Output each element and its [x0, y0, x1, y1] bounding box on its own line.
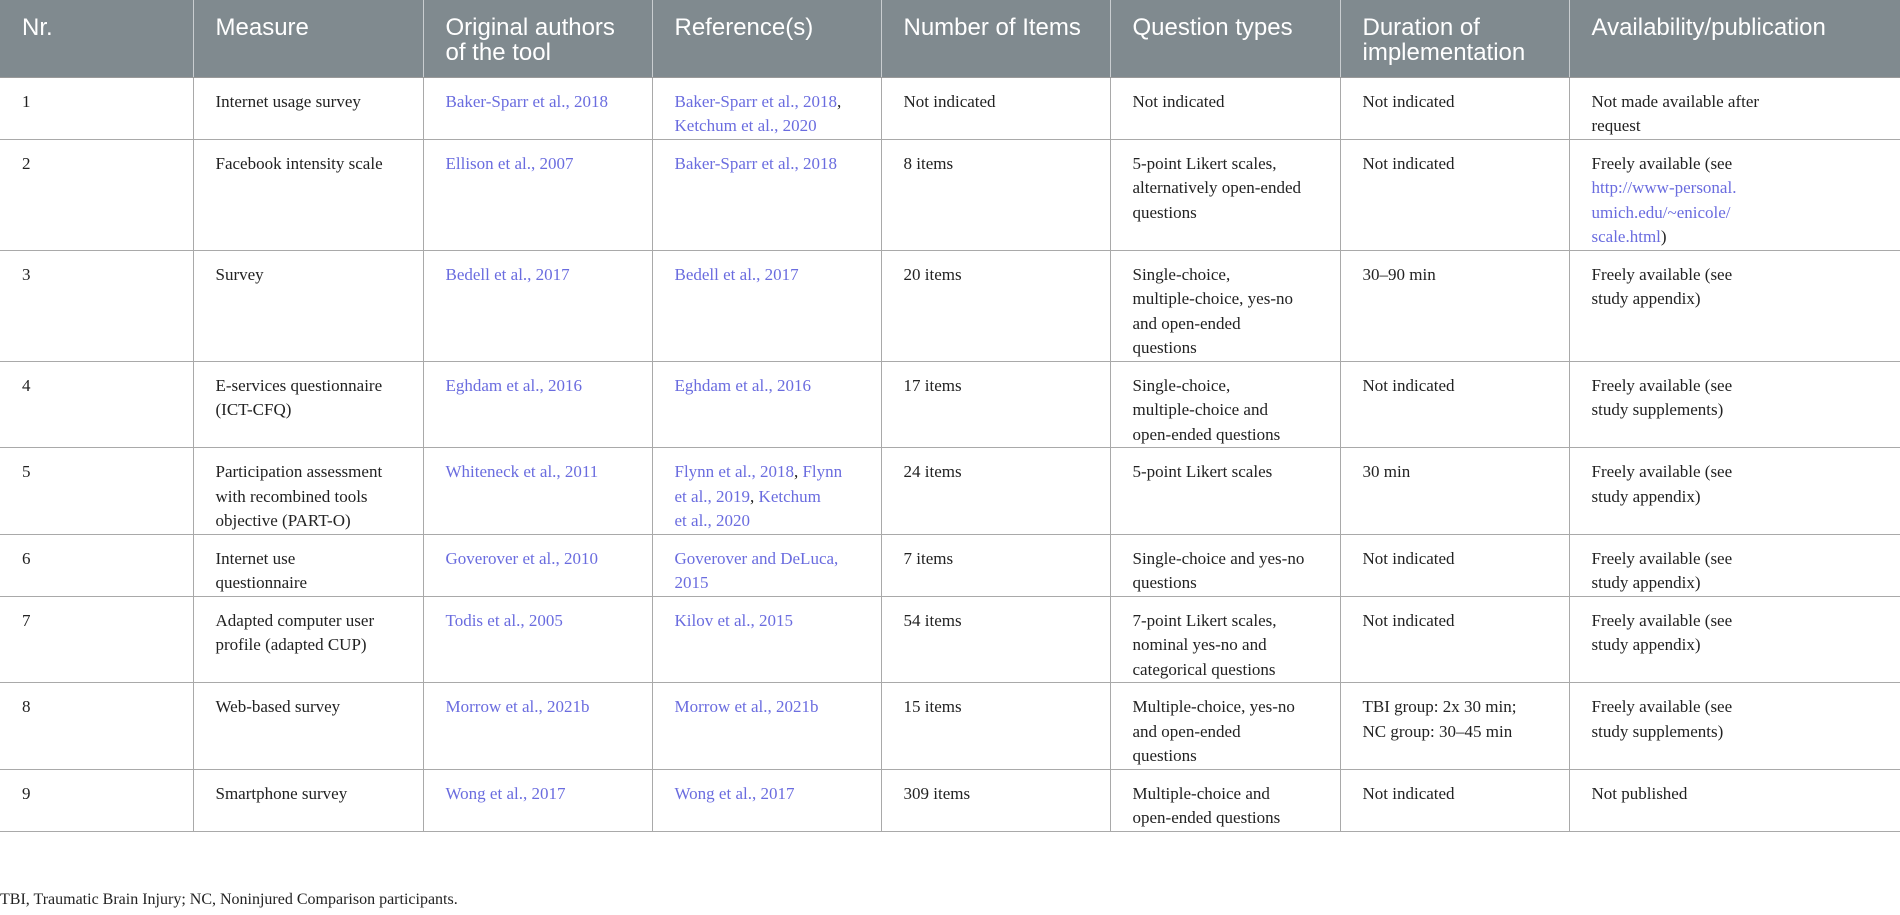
- citation-link[interactable]: Baker-Sparr et al., 2018: [445, 91, 609, 111]
- header-label-line: implementation: [1362, 39, 1526, 66]
- cell-availability: [1569, 77, 1900, 139]
- citation-link[interactable]: Bedell et al., 2017: [674, 264, 799, 284]
- cell-text: ,: [750, 486, 759, 506]
- cell-number-of-items: 309 items: [881, 769, 1110, 831]
- citation-link[interactable]: Kilov et al., 2015: [674, 610, 794, 630]
- cell-duration: [1340, 139, 1569, 250]
- cell-duration: [1340, 596, 1569, 683]
- header-nr: [0, 0, 193, 77]
- header-label-line: Question types: [1132, 14, 1293, 41]
- cell-original-authors: [423, 361, 652, 448]
- table-row: [0, 596, 1900, 683]
- cell-text: Freely available (see: [1591, 462, 1733, 481]
- measure-line: Facebook intensity scale: [215, 153, 383, 173]
- citation-link[interactable]: Ketchum et al., 2020: [674, 116, 817, 135]
- duration-line: Not indicated: [1362, 153, 1455, 173]
- header-question-types: [1110, 0, 1340, 77]
- cell-number-of-items: 17 items: [881, 361, 1110, 448]
- header-label-line: of the tool: [445, 39, 551, 66]
- cell-text: request: [1591, 116, 1641, 135]
- cell-question-types: [1110, 139, 1340, 250]
- cell-original-authors: [423, 534, 652, 596]
- cell-original-authors: [423, 683, 652, 770]
- question-type-line: Multiple-choice and: [1132, 783, 1270, 803]
- cell-number-of-items: Not indicated: [881, 77, 1110, 139]
- cell-measure: [193, 77, 423, 139]
- citation-link[interactable]: Flynn: [802, 462, 843, 481]
- header-label-line: Nr.: [22, 14, 53, 41]
- citation-link[interactable]: Goverover et al., 2010: [445, 548, 598, 568]
- cell-question-types: [1110, 534, 1340, 596]
- cell-number-of-items: 7 items: [881, 534, 1110, 596]
- cell-measure: [193, 448, 423, 535]
- duration-line: NC group: 30–45 min: [1362, 721, 1513, 741]
- cell-text: study appendix): [1591, 486, 1701, 506]
- header-label-line: Original authors: [445, 14, 615, 41]
- citation-link[interactable]: Baker-Sparr et al., 2018: [674, 91, 838, 111]
- citation-link[interactable]: scale.html: [1591, 227, 1661, 246]
- citation-link[interactable]: et al., 2020: [674, 511, 751, 530]
- cell-question-types: [1110, 596, 1340, 683]
- question-type-line: Single-choice and yes-no: [1132, 548, 1305, 568]
- cell-duration: [1340, 448, 1569, 535]
- cell-text: study appendix): [1591, 289, 1701, 308]
- table-row: [0, 769, 1900, 831]
- question-type-line: Single-choice,: [1132, 264, 1231, 284]
- measure-line: questionnaire: [215, 573, 308, 592]
- cell-number-of-items: 20 items: [881, 250, 1110, 361]
- cell-measure: [193, 769, 423, 831]
- table-row: [0, 361, 1900, 448]
- cell-original-authors: [423, 77, 652, 139]
- cell-text: Freely available (see: [1591, 375, 1733, 395]
- question-type-line: nominal yes-no and: [1132, 635, 1267, 654]
- citation-link[interactable]: Bedell et al., 2017: [445, 264, 570, 284]
- cell-nr: 1: [0, 77, 193, 139]
- citation-link[interactable]: Wong et al., 2017: [674, 783, 795, 803]
- cell-text: study supplements): [1591, 721, 1724, 741]
- cell-nr: 8: [0, 683, 193, 770]
- header-availability: [1569, 0, 1900, 77]
- cell-references: [652, 596, 881, 683]
- cell-question-types: [1110, 77, 1340, 139]
- cell-duration: [1340, 534, 1569, 596]
- citation-link[interactable]: Morrow et al., 2021b: [445, 697, 590, 716]
- measure-line: Internet usage survey: [215, 91, 361, 111]
- duration-line: Not indicated: [1362, 91, 1455, 111]
- cell-question-types: [1110, 361, 1340, 448]
- citation-link[interactable]: Eghdam et al., 2016: [445, 375, 582, 395]
- citation-link[interactable]: Flynn et al., 2018: [674, 462, 794, 481]
- cell-measure: [193, 361, 423, 448]
- measure-line: Survey: [215, 264, 264, 284]
- table-row: [0, 139, 1900, 250]
- table-footnote: TBI, Traumatic Brain Injury; NC, Noninjured Comparison participants.: [0, 891, 458, 908]
- cell-text: Freely available (see: [1591, 610, 1733, 630]
- measure-line: Participation assessment: [215, 462, 383, 481]
- question-type-line: Single-choice,: [1132, 375, 1231, 395]
- cell-availability: [1569, 139, 1900, 250]
- cell-text: ,: [793, 462, 803, 481]
- duration-line: TBI group: 2x 30 min;: [1362, 697, 1517, 716]
- measure-line: E-services questionnaire: [215, 375, 383, 395]
- question-type-line: 5-point Likert scales,: [1132, 153, 1277, 173]
- cell-references: [652, 361, 881, 448]
- cell-availability: [1569, 596, 1900, 683]
- cell-references: [652, 769, 881, 831]
- cell-duration: [1340, 769, 1569, 831]
- cell-text: Not made available after: [1591, 91, 1760, 111]
- header-original-authors: [423, 0, 652, 77]
- question-type-line: multiple-choice and: [1132, 400, 1268, 419]
- cell-availability: [1569, 361, 1900, 448]
- question-type-line: questions: [1132, 338, 1197, 357]
- question-type-line: and open-ended: [1132, 313, 1241, 333]
- cell-references: [652, 683, 881, 770]
- measure-line: profile (adapted CUP): [215, 635, 367, 654]
- cell-duration: [1340, 683, 1569, 770]
- cell-duration: [1340, 250, 1569, 361]
- cell-nr: 5: [0, 448, 193, 535]
- header-label-line: Measure: [215, 14, 309, 41]
- question-type-line: 7-point Likert scales,: [1132, 610, 1277, 630]
- cell-measure: [193, 534, 423, 596]
- measure-line: Smartphone survey: [215, 783, 348, 803]
- question-type-line: alternatively open-ended: [1132, 178, 1302, 197]
- measure-line: with recombined tools: [215, 486, 368, 506]
- question-type-line: open-ended questions: [1132, 424, 1281, 444]
- header-row: [0, 0, 1900, 77]
- cell-references: [652, 250, 881, 361]
- cell-original-authors: [423, 596, 652, 683]
- header-references: [652, 0, 881, 77]
- table-row: [0, 77, 1900, 139]
- cell-text: Freely available (see: [1591, 153, 1733, 173]
- citation-link[interactable]: Ketchum: [758, 486, 821, 506]
- table-row: [0, 683, 1900, 770]
- measure-line: Web-based survey: [215, 697, 341, 716]
- header-label-line: Reference(s): [674, 14, 814, 41]
- cell-references: [652, 534, 881, 596]
- table-row: [0, 250, 1900, 361]
- cell-measure: [193, 683, 423, 770]
- question-type-line: Multiple-choice, yes-no: [1132, 697, 1295, 716]
- cell-measure: [193, 596, 423, 683]
- duration-line: Not indicated: [1362, 375, 1455, 395]
- question-type-line: multiple-choice, yes-no: [1132, 289, 1294, 308]
- cell-nr: 9: [0, 769, 193, 831]
- header-label-line: Duration of: [1362, 14, 1480, 41]
- cell-nr: 2: [0, 139, 193, 250]
- cell-duration: [1340, 77, 1569, 139]
- measure-line: objective (PART-O): [215, 511, 351, 530]
- cell-question-types: [1110, 250, 1340, 361]
- duration-line: Not indicated: [1362, 783, 1455, 803]
- measure-line: Internet use: [215, 548, 296, 568]
- question-type-line: questions: [1132, 202, 1197, 222]
- duration-line: 30–90 min: [1362, 264, 1436, 284]
- cell-nr: 4: [0, 361, 193, 448]
- citation-link[interactable]: Goverover and DeLuca,: [674, 548, 839, 568]
- cell-availability: [1569, 448, 1900, 535]
- cell-text: Freely available (see: [1591, 264, 1733, 284]
- question-type-line: categorical questions: [1132, 659, 1276, 679]
- cell-text: Freely available (see: [1591, 548, 1733, 568]
- citation-link[interactable]: Todis et al., 2005: [445, 610, 563, 630]
- question-type-line: Not indicated: [1132, 91, 1225, 111]
- citation-link[interactable]: http://www-personal.: [1591, 178, 1737, 197]
- cell-number-of-items: 24 items: [881, 448, 1110, 535]
- question-type-line: 5-point Likert scales: [1132, 462, 1273, 481]
- cell-text: ): [1660, 227, 1667, 246]
- cell-measure: [193, 139, 423, 250]
- cell-text: study appendix): [1591, 635, 1701, 654]
- cell-text: Freely available (see: [1591, 697, 1733, 716]
- citation-link[interactable]: Ellison et al., 2007: [445, 153, 574, 173]
- cell-text: ,: [837, 91, 842, 111]
- cell-number-of-items: 54 items: [881, 596, 1110, 683]
- measure-line: Adapted computer user: [215, 610, 375, 630]
- cell-availability: [1569, 683, 1900, 770]
- question-type-line: questions: [1132, 573, 1197, 592]
- cell-availability: [1569, 769, 1900, 831]
- cell-text: study appendix): [1591, 573, 1701, 592]
- cell-original-authors: [423, 769, 652, 831]
- cell-text: study supplements): [1591, 400, 1724, 419]
- cell-availability: [1569, 250, 1900, 361]
- duration-line: 30 min: [1362, 462, 1411, 481]
- citation-link[interactable]: Morrow et al., 2021b: [674, 697, 819, 716]
- citation-link[interactable]: Whiteneck et al., 2011: [445, 462, 599, 481]
- cell-nr: 7: [0, 596, 193, 683]
- table-row: [0, 448, 1900, 535]
- cell-nr: 3: [0, 250, 193, 361]
- citation-link[interactable]: et al., 2019: [674, 486, 751, 506]
- cell-number-of-items: 15 items: [881, 683, 1110, 770]
- question-type-line: questions: [1132, 746, 1197, 765]
- cell-references: [652, 77, 881, 139]
- header-measure: [193, 0, 423, 77]
- cell-nr: 6: [0, 534, 193, 596]
- measure-line: (ICT-CFQ): [215, 400, 292, 419]
- table-body: [0, 77, 1900, 831]
- citation-link[interactable]: Baker-Sparr et al., 2018: [674, 153, 838, 173]
- cell-availability: [1569, 534, 1900, 596]
- table-row: [0, 534, 1900, 596]
- question-type-line: and open-ended: [1132, 721, 1241, 741]
- cell-measure: [193, 250, 423, 361]
- question-type-line: open-ended questions: [1132, 808, 1281, 827]
- cell-text: Not published: [1591, 783, 1688, 803]
- cell-original-authors: [423, 250, 652, 361]
- citation-link[interactable]: Eghdam et al., 2016: [674, 375, 811, 395]
- header-duration: [1340, 0, 1569, 77]
- cell-references: [652, 448, 881, 535]
- cell-original-authors: [423, 139, 652, 250]
- header-number-of-items: [881, 0, 1110, 77]
- cell-original-authors: [423, 448, 652, 535]
- cell-question-types: [1110, 683, 1340, 770]
- cell-number-of-items: 8 items: [881, 139, 1110, 250]
- duration-line: Not indicated: [1362, 610, 1455, 630]
- cell-question-types: [1110, 448, 1340, 535]
- header-label-line: Availability/publication: [1591, 14, 1826, 41]
- cell-references: [652, 139, 881, 250]
- header-label-line: Number of Items: [903, 14, 1081, 41]
- cell-question-types: [1110, 769, 1340, 831]
- citation-link[interactable]: Wong et al., 2017: [445, 783, 566, 803]
- duration-line: Not indicated: [1362, 548, 1455, 568]
- citation-link[interactable]: umich.edu/~enicole/: [1591, 202, 1731, 222]
- citation-link[interactable]: 2015: [674, 573, 709, 592]
- cell-duration: [1340, 361, 1569, 448]
